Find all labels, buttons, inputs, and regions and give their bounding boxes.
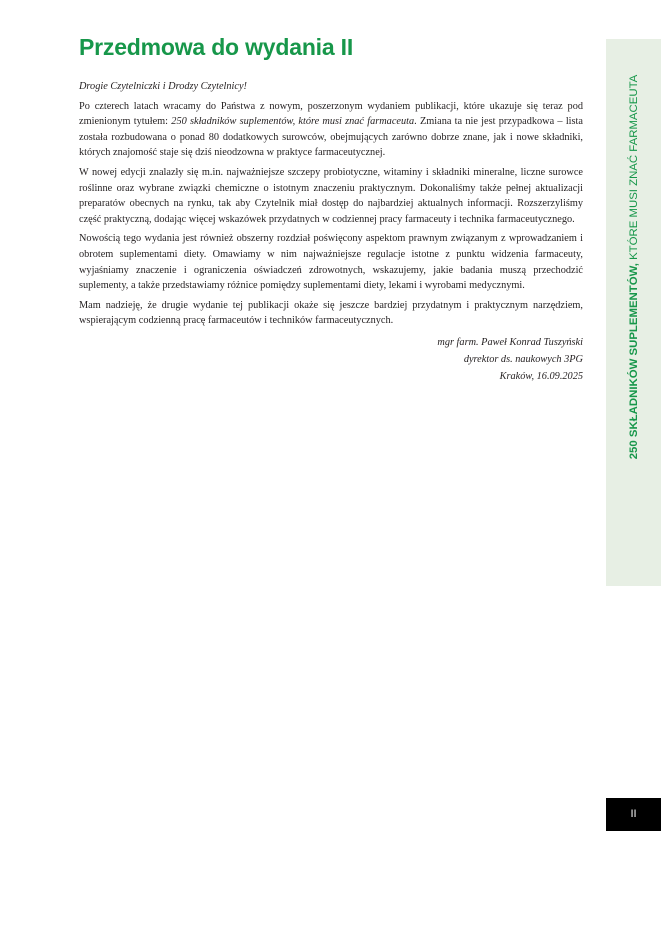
page-title: Przedmowa do wydania II <box>79 34 354 60</box>
side-running-title-bold: 250 SKŁADNIKÓW SUPLEMENTÓW, <box>628 263 640 460</box>
signature-role: dyrektor ds. naukowych 3PG <box>463 353 583 365</box>
greeting: Drogie Czytelniczki i Drodzy Czytelnicy! <box>79 81 247 92</box>
side-running-title-regular: KTÓRE MUSI ZNAĆ FARMACEUTA <box>628 74 640 264</box>
signature-place-date: Kraków, 16.09.2025 <box>499 370 583 382</box>
signature <box>79 334 583 385</box>
paragraph-1-end: . Zmiana ta nie jest przypadkowa – lista została rozbudowana o ponad 80 dodatkowych surowców, obejmujących zarówno dobrze znane, jak i nowe składniki, których znajomość staje się dziś nieodzowna w praktyce farmaceutycznej. <box>79 116 583 159</box>
paragraph-3: Nowością tego wydania jest również obszerny rozdział poświęcony aspektom prawnym związanym z wprowadzaniem i obrotem suplementami diety. Omawiamy w nim najważniejsze regulacje istotne z punktu widzenia farmaceuty, wyjaśniamy znaczenie i ograniczenia oświadczeń zdrowotnych, wskazujemy, jakie badania muszą przechodzić suplementy, a także przedstawiamy różnice pomiędzy suplementami diety, lekami i wyrobami medycznymi. <box>79 233 583 292</box>
paragraph-1-start: Po czterech latach wracamy do Państwa z nowym, poszerzonym wydaniem publikacji, które ukazuje się teraz pod zmienionym tytułem: <box>79 100 583 128</box>
paragraph-4: Mam nadzieję, że drugie wydanie tej publikacji okaże się jeszcze bardziej przydatnym i praktycznym narzędziem, wspierającym codzienną pracę farmaceutów i techników farmaceutycznych. <box>79 299 583 327</box>
side-running-title <box>628 75 640 460</box>
paragraph-2: W nowej edycji znalazły się m.in. najważniejsze szczepy probiotyczne, witaminy i składniki mineralne, liczne surowce roślinne oraz wybrane związki chemiczne o istotnym znaczeniu praktycznym. Dokonaliśmy także pełnej aktualizacji preparatów obecnych na rynku, tak aby Czytelnik miał dostęp do najbardziej aktualnych informacji. Rozszerzyliśmy część praktyczną, dodając więcej wskazówek przydatnych w codziennej pracy farmaceuty i technika farmaceutycznego. <box>79 166 583 225</box>
signature-name: mgr farm. Paweł Konrad Tuszyński <box>437 336 583 348</box>
book-title-italic: 250 składników suplementów, które musi znać farmaceuta <box>171 116 415 128</box>
paragraph-1 <box>79 99 583 161</box>
page-number: II <box>606 798 661 831</box>
preface-body <box>79 79 583 385</box>
